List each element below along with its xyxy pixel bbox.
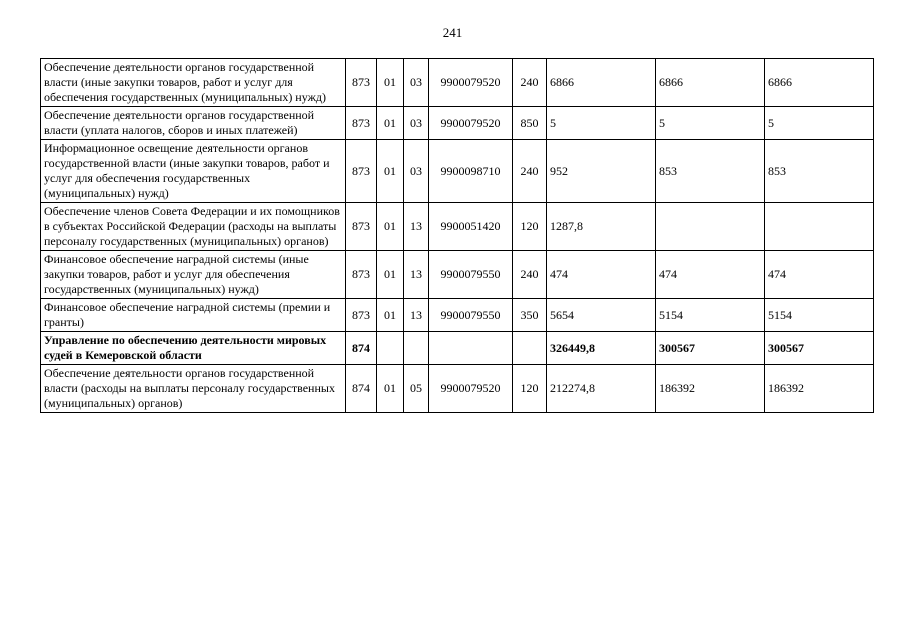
target-article-cell: 9900079520 bbox=[429, 107, 513, 140]
amount-year-2-cell: 6866 bbox=[656, 59, 765, 107]
ministry-code-cell: 874 bbox=[346, 332, 377, 365]
amount-year-2-cell bbox=[656, 203, 765, 251]
budget-table bbox=[40, 58, 874, 413]
section-code-cell: 01 bbox=[377, 251, 404, 299]
amount-year-3-cell bbox=[765, 203, 874, 251]
amount-year-2-cell: 300567 bbox=[656, 332, 765, 365]
target-article-cell bbox=[429, 332, 513, 365]
subsection-code-cell: 03 bbox=[404, 107, 429, 140]
table-row bbox=[41, 203, 874, 251]
amount-year-1-cell: 474 bbox=[547, 251, 656, 299]
table-row bbox=[41, 332, 874, 365]
amount-year-1-cell: 212274,8 bbox=[547, 365, 656, 413]
row-name-cell: Обеспечение деятельности органов государственной власти (расходы на выплаты персоналу государственных (муниципальных) органов) bbox=[41, 365, 346, 413]
subsection-code-cell: 13 bbox=[404, 299, 429, 332]
amount-year-1-cell: 5654 bbox=[547, 299, 656, 332]
expense-type-cell: 120 bbox=[513, 365, 547, 413]
section-code-cell bbox=[377, 332, 404, 365]
ministry-code-cell: 873 bbox=[346, 59, 377, 107]
table-row bbox=[41, 140, 874, 203]
expense-type-cell: 350 bbox=[513, 299, 547, 332]
row-name-cell: Обеспечение деятельности органов государственной власти (иные закупки товаров, работ и услуг для обеспечения государственных (муниципальных) нужд) bbox=[41, 59, 346, 107]
section-code-cell: 01 bbox=[377, 140, 404, 203]
target-article-cell: 9900079520 bbox=[429, 59, 513, 107]
expense-type-cell: 120 bbox=[513, 203, 547, 251]
table-row bbox=[41, 365, 874, 413]
section-code-cell: 01 bbox=[377, 59, 404, 107]
row-name-cell: Финансовое обеспечение наградной системы (иные закупки товаров, работ и услуг для обеспечения государственных (муниципальных) нужд) bbox=[41, 251, 346, 299]
ministry-code-cell: 873 bbox=[346, 251, 377, 299]
section-code-cell: 01 bbox=[377, 107, 404, 140]
amount-year-3-cell: 186392 bbox=[765, 365, 874, 413]
ministry-code-cell: 873 bbox=[346, 140, 377, 203]
amount-year-3-cell: 6866 bbox=[765, 59, 874, 107]
expense-type-cell: 240 bbox=[513, 59, 547, 107]
row-name-cell: Информационное освещение деятельности органов государственной власти (иные закупки товаров, работ и услуг для обеспечения государственных (муниципальных) нужд) bbox=[41, 140, 346, 203]
subsection-code-cell: 05 bbox=[404, 365, 429, 413]
amount-year-2-cell: 474 bbox=[656, 251, 765, 299]
subsection-code-cell: 03 bbox=[404, 59, 429, 107]
amount-year-1-cell: 326449,8 bbox=[547, 332, 656, 365]
amount-year-3-cell: 853 bbox=[765, 140, 874, 203]
expense-type-cell: 240 bbox=[513, 140, 547, 203]
amount-year-3-cell: 474 bbox=[765, 251, 874, 299]
table-body bbox=[41, 59, 874, 413]
expense-type-cell: 850 bbox=[513, 107, 547, 140]
subsection-code-cell: 13 bbox=[404, 251, 429, 299]
amount-year-2-cell: 5154 bbox=[656, 299, 765, 332]
row-name-cell: Финансовое обеспечение наградной системы (премии и гранты) bbox=[41, 299, 346, 332]
section-code-cell: 01 bbox=[377, 299, 404, 332]
amount-year-2-cell: 853 bbox=[656, 140, 765, 203]
subsection-code-cell bbox=[404, 332, 429, 365]
section-code-cell: 01 bbox=[377, 365, 404, 413]
amount-year-2-cell: 186392 bbox=[656, 365, 765, 413]
row-name-cell: Обеспечение деятельности органов государственной власти (уплата налогов, сборов и иных платежей) bbox=[41, 107, 346, 140]
table-row bbox=[41, 251, 874, 299]
table-row bbox=[41, 107, 874, 140]
amount-year-1-cell: 5 bbox=[547, 107, 656, 140]
subsection-code-cell: 13 bbox=[404, 203, 429, 251]
amount-year-3-cell: 5154 bbox=[765, 299, 874, 332]
amount-year-3-cell: 5 bbox=[765, 107, 874, 140]
target-article-cell: 9900051420 bbox=[429, 203, 513, 251]
target-article-cell: 9900079520 bbox=[429, 365, 513, 413]
target-article-cell: 9900079550 bbox=[429, 251, 513, 299]
ministry-code-cell: 873 bbox=[346, 203, 377, 251]
amount-year-1-cell: 6866 bbox=[547, 59, 656, 107]
amount-year-1-cell: 1287,8 bbox=[547, 203, 656, 251]
table-row bbox=[41, 59, 874, 107]
ministry-code-cell: 874 bbox=[346, 365, 377, 413]
table-row bbox=[41, 299, 874, 332]
amount-year-1-cell: 952 bbox=[547, 140, 656, 203]
page-number: 241 bbox=[442, 25, 463, 40]
amount-year-2-cell: 5 bbox=[656, 107, 765, 140]
target-article-cell: 9900079550 bbox=[429, 299, 513, 332]
target-article-cell: 9900098710 bbox=[429, 140, 513, 203]
amount-year-3-cell: 300567 bbox=[765, 332, 874, 365]
ministry-code-cell: 873 bbox=[346, 107, 377, 140]
row-name-cell: Управление по обеспечению деятельности мировых судей в Кемеровской области bbox=[41, 332, 346, 365]
ministry-code-cell: 873 bbox=[346, 299, 377, 332]
section-code-cell: 01 bbox=[377, 203, 404, 251]
expense-type-cell bbox=[513, 332, 547, 365]
subsection-code-cell: 03 bbox=[404, 140, 429, 203]
expense-type-cell: 240 bbox=[513, 251, 547, 299]
row-name-cell: Обеспечение членов Совета Федерации и их помощников в субъектах Российской Федерации (расходы на выплаты персоналу государственных (муниципальных) органов) bbox=[41, 203, 346, 251]
